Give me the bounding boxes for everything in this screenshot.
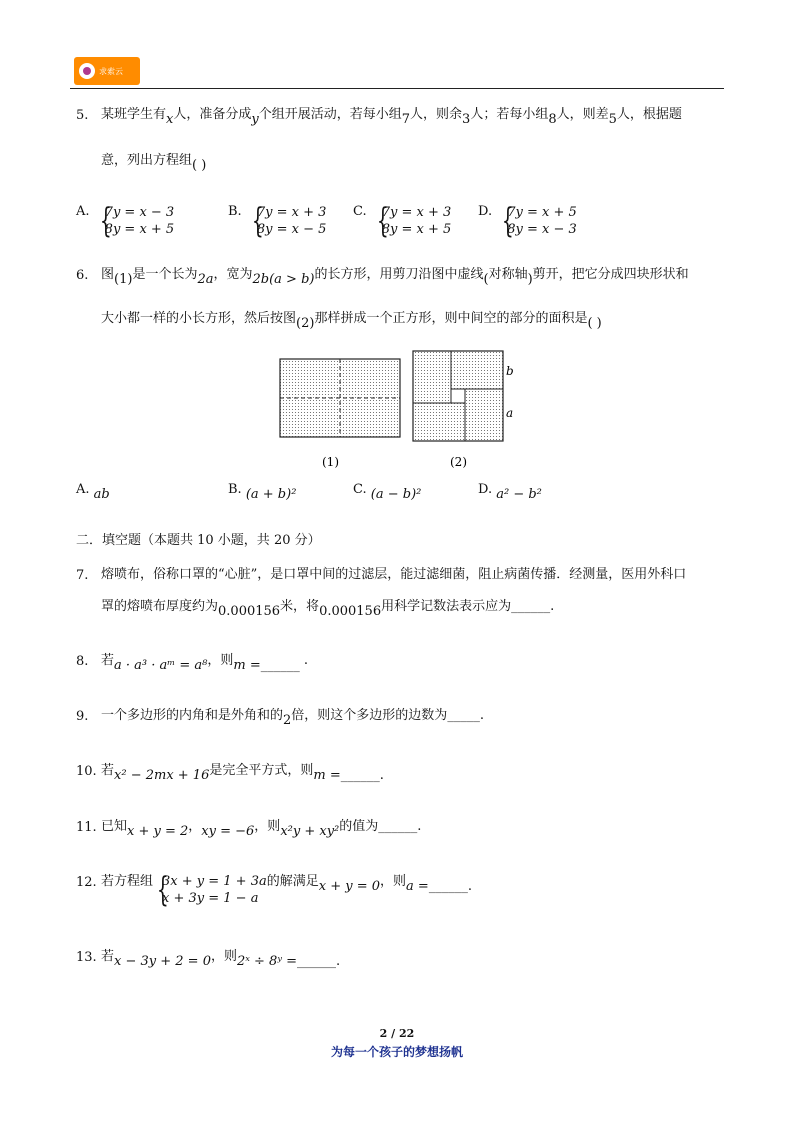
header-rule	[70, 88, 724, 89]
footer-slogan: 为每一个孩子的梦想扬帆	[330, 1045, 463, 1059]
q6-line2: 大小都一样的小长方形，然后按图(2)那样拼成一个正方形，则中间空的部分的面积是( )	[101, 311, 602, 331]
q6-figures	[270, 345, 530, 475]
q7-line2: 罩的熔喷布厚度约为0.000156米，将0.000156用科学记数法表示应为______.	[101, 599, 555, 619]
q8-text: 若a · a³ · aᵐ = a⁸，则m =______ .	[101, 653, 309, 673]
q8-number: 8.	[76, 654, 89, 669]
figure-1-rectangle	[280, 359, 400, 437]
q9-text: 一个多边形的内角和是外角和的2倍，则这个多边形的边数为_____.	[101, 708, 484, 728]
q13-text: 若x − 3y + 2 = 0，则2ˣ ÷ 8ʸ =______.	[101, 949, 341, 969]
q12-number: 12.	[76, 875, 97, 890]
page-number: 2 / 22	[379, 1027, 415, 1040]
brand-logo	[74, 57, 140, 85]
figure-2-square	[413, 351, 503, 441]
q6-option-d: D. a² − b²	[478, 482, 542, 502]
q6-line1: 图(1)是一个长为2a，宽为2b(a > b)的长方形，用剪刀沿图中虚线(对称轴)剪开，把它分成四块形状和	[101, 267, 689, 287]
q11-text: 已知x + y = 2，xy = −6，则x²y + xy²的值为______.	[101, 819, 422, 839]
q13-number: 13.	[76, 950, 97, 965]
q5-option-b: B. { 7y = x + 3 8y = x − 5	[228, 204, 326, 238]
q5-option-d: D. { 7y = x + 5 8y = x − 3	[478, 204, 577, 238]
logo-text: 求索云	[99, 66, 123, 76]
q5-line1: 某班学生有x人，准备分成y个组开展活动，若每小组7人，则余3人；若每小组8人，则差5人，根据题	[101, 107, 682, 127]
q7-number: 7.	[76, 568, 89, 583]
fig2-caption: (2)	[450, 455, 467, 469]
q5-option-a: A. { 7y = x − 3 8y = x + 5	[76, 204, 174, 238]
q7-line1: 熔喷布，俗称口罩的“心脏”，是口罩中间的过滤层，能过滤细菌，阻止病菌传播．经测量，医用外科口	[101, 567, 687, 582]
q5-number: 5.	[76, 108, 89, 123]
q10-number: 10.	[76, 764, 97, 779]
q6-option-c: C. (a − b)²	[353, 482, 422, 502]
logo-icon	[79, 63, 95, 79]
fig1-caption: (1)	[322, 455, 339, 469]
section-2-heading: 二．填空题（本题共 10 小题，共 20 分）	[76, 533, 321, 548]
q10-text: 若x² − 2mx + 16是完全平方式，则m =______.	[101, 763, 384, 783]
q11-number: 11.	[76, 820, 97, 835]
q12-text: 若方程组{ 3x + y = 1 + 3a x + 3y = 1 − a的解满足x + y = 0，则a =______.	[101, 873, 472, 907]
q6-option-a: A. ab	[76, 482, 110, 502]
q5-option-c: C. { 7y = x + 3 8y = x + 5	[353, 204, 451, 238]
q6-option-b: B. (a + b)²	[228, 482, 297, 502]
fig2-label-a: a	[506, 406, 514, 420]
q6-number: 6.	[76, 268, 89, 283]
fig2-label-b: b	[506, 364, 514, 378]
q5-line2: 意，列出方程组( )	[101, 153, 207, 173]
q9-number: 9.	[76, 709, 89, 724]
